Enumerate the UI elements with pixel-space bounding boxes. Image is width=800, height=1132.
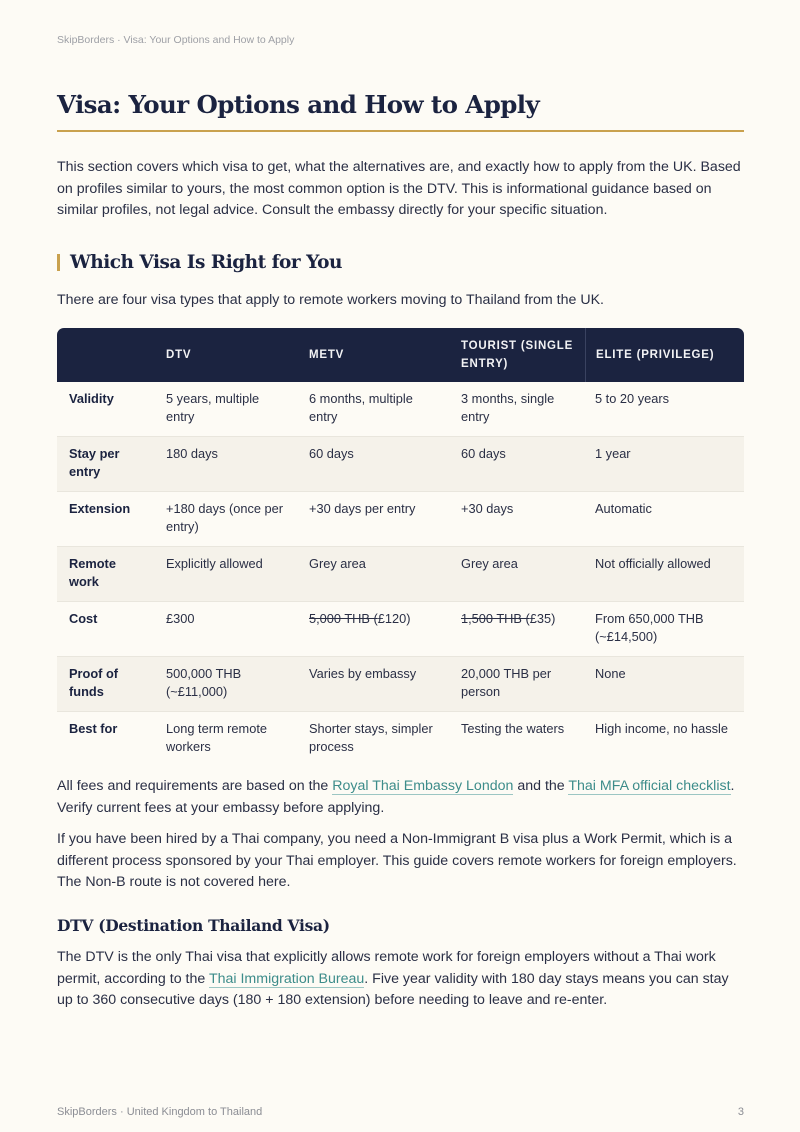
thai-mfa-checklist-link[interactable]: Thai MFA official checklist	[568, 778, 731, 794]
non-b-paragraph: If you have been hired by a Thai company, you need a Non-Immigrant B visa plus a Work Permit, which is a different process sponsored by your Thai employer. This guide covers remote workers for foreign employers. The Non-B route is not covered here.	[57, 831, 737, 890]
header-cell-empty	[57, 328, 156, 382]
table-cell: £300	[156, 602, 299, 657]
sources-text: . Verify current fees at your embassy before applying.	[57, 778, 735, 816]
row-label: Extension	[57, 492, 156, 547]
running-header: SkipBorders · Visa: Your Options and How to Apply	[57, 34, 295, 46]
table-cell: Grey area	[299, 547, 451, 602]
table-cell: High income, no hassle	[595, 721, 729, 736]
table-row-proof-of-funds	[57, 657, 744, 712]
table-cell: 1 year	[585, 437, 744, 492]
header-cell-dtv: DTV	[156, 328, 299, 382]
section-lead-paragraph: There are four visa types that apply to remote workers moving to Thailand from the UK.	[57, 292, 604, 308]
section-heading-text: Which Visa Is Right for You	[70, 252, 342, 273]
table-cell: 6 months, multiple entry	[299, 382, 451, 437]
table-row-extension	[57, 492, 744, 547]
table-row-best-for	[57, 712, 744, 766]
table-cell: Long term remote workers	[166, 721, 268, 754]
row-label: Proof of funds	[57, 657, 156, 712]
section-accent-bar	[57, 254, 60, 271]
table-cell: 3 months, single entry	[451, 382, 585, 437]
table-cell: 180 days	[156, 437, 299, 492]
section-heading	[57, 252, 342, 273]
struck-price: 1,500 THB (	[461, 611, 530, 626]
current-price: £120)	[377, 611, 411, 626]
dtv-text: . Five year validity with 180 day stays means you can stay up to 360 consecutive days (180 + 180 extension) before needing to leave and re-enter.	[57, 970, 729, 1008]
row-label: Best for	[69, 721, 118, 736]
dtv-paragraph	[57, 947, 744, 1012]
header-cell-metv: METV	[299, 328, 451, 382]
page-title: Visa: Your Options and How to Apply	[57, 90, 540, 119]
table-cell: 60 days	[451, 437, 585, 492]
struck-price: 5,000 THB (	[309, 611, 378, 626]
row-label: Stay per entry	[57, 437, 156, 492]
sources-paragraph	[57, 776, 744, 819]
table-cell: Explicitly allowed	[156, 547, 299, 602]
table-cell: 20,000 THB per person	[451, 657, 585, 712]
title-divider	[57, 130, 744, 132]
table-cell: Testing the waters	[461, 721, 565, 736]
table-cell	[451, 602, 585, 657]
table-cell: 5 years, multiple entry	[156, 382, 299, 437]
table-row-remote-work	[57, 547, 744, 602]
sources-text: and the	[513, 778, 569, 794]
row-label: Validity	[57, 382, 156, 437]
table-row-cost	[57, 602, 744, 657]
table-cell	[299, 602, 451, 657]
thai-immigration-bureau-link[interactable]: Thai Immigration Bureau	[208, 970, 365, 987]
table-cell: Grey area	[451, 547, 585, 602]
table-cell: +180 days (once per entry)	[156, 492, 299, 547]
table-cell: From 650,000 THB (~£14,500)	[585, 602, 744, 657]
row-label: Cost	[57, 602, 156, 657]
table-cell: +30 days per entry	[299, 492, 451, 547]
table-row-validity	[57, 382, 744, 437]
row-label: Remote work	[57, 547, 156, 602]
table-cell: Varies by embassy	[299, 657, 451, 712]
table-cell: 60 days	[299, 437, 451, 492]
table-cell: None	[585, 657, 744, 712]
royal-thai-embassy-link[interactable]: Royal Thai Embassy London	[332, 778, 514, 794]
header-cell-tourist: TOURIST (SINGLE ENTRY)	[451, 328, 585, 382]
dtv-subheading: DTV (Destination Thailand Visa)	[57, 916, 330, 935]
current-price: £35)	[529, 611, 556, 626]
table-cell: 500,000 THB (~£11,000)	[156, 657, 299, 712]
dtv-text: The DTV is the only Thai visa that explicitly allows remote work for foreign employers without a Thai work permit, according to the	[57, 949, 716, 987]
sources-text: All fees and requirements are based on the	[57, 778, 333, 794]
table-row-stay-per-entry	[57, 437, 744, 492]
visa-comparison-table	[57, 328, 744, 766]
table-cell: 5 to 20 years	[585, 382, 744, 437]
page-number: 3	[737, 1106, 744, 1118]
table-cell: Not officially allowed	[585, 547, 744, 602]
header-cell-elite: ELITE (PRIVILEGE)	[585, 328, 744, 382]
table-cell: Automatic	[585, 492, 744, 547]
table-header-row	[57, 328, 744, 382]
intro-paragraph: This section covers which visa to get, what the alternatives are, and exactly how to apply from the UK. Based on profiles similar to yours, the most common option is the DTV. This is informational guidance based on similar profiles, not legal advice. Consult the embassy directly for your specific situation.	[57, 159, 741, 218]
table-cell: Shorter stays, simpler process	[309, 721, 433, 754]
table-cell: +30 days	[451, 492, 585, 547]
footer-text: SkipBorders · United Kingdom to Thailand	[57, 1106, 263, 1118]
